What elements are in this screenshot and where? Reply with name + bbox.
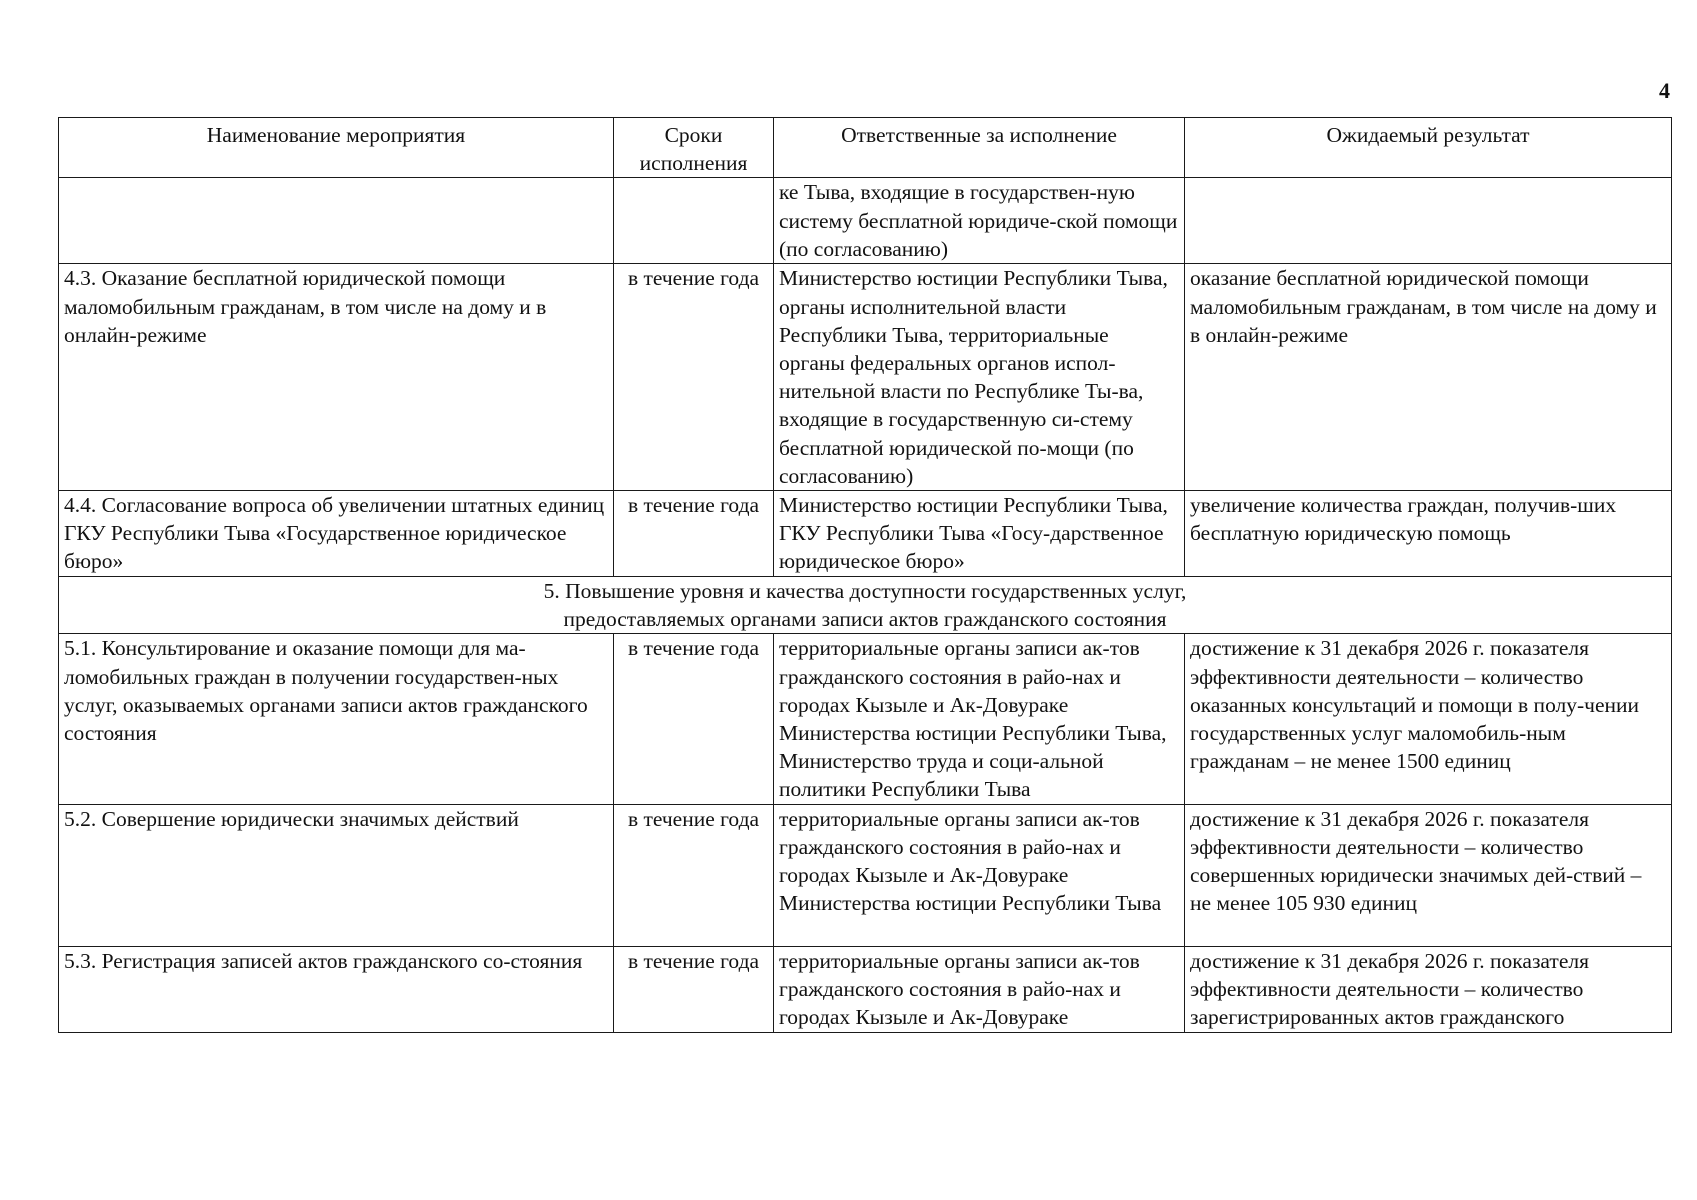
- cell-activity: [59, 178, 614, 264]
- section-title-line-1: 5. Повышение уровня и качества доступности государственных услуг,: [543, 579, 1187, 604]
- cell-responsible: территориальные органы записи ак-тов гражданского состояния в райо-нах и городах Кызыле и Ак-Довураке Министерства юстиции Республики Тыва: [774, 804, 1185, 946]
- cell-result: оказание бесплатной юридической помощи маломобильным гражданам, в том числе на дому и в онлайн-режиме: [1185, 264, 1672, 491]
- page-number: 4: [1659, 78, 1670, 103]
- cell-deadline: в течение года: [614, 491, 774, 577]
- cell-result: достижение к 31 декабря 2026 г. показателя эффективности деятельности – количество оказанных консультаций и помощи в полу-чении государственных услуг маломобиль-ным гражданам – не менее 1500 единиц: [1185, 634, 1672, 804]
- cell-result: достижение к 31 декабря 2026 г. показателя эффективности деятельности – количество зарегистрированных актов гражданского: [1185, 946, 1672, 1032]
- cell-result: увеличение количества граждан, получив-ших бесплатную юридическую помощь: [1185, 491, 1672, 577]
- header-result: Ожидаемый результат: [1185, 118, 1672, 178]
- section-header-row: [59, 577, 1672, 634]
- table-row: [59, 264, 1672, 491]
- cell-activity: 5.3. Регистрация записей актов гражданского со-стояния: [59, 946, 614, 1032]
- cell-responsible: Министерство юстиции Республики Тыва, ГКУ Республики Тыва «Госу-дарственное юридическое бюро»: [774, 491, 1185, 577]
- cell-deadline: [614, 178, 774, 264]
- cell-deadline: в течение года: [614, 264, 774, 491]
- cell-activity: 5.1. Консультирование и оказание помощи для ма-ломобильных граждан в получении государствен-ных услуг, оказываемых органами записи актов гражданского состояния: [59, 634, 614, 804]
- table-row: [59, 946, 1672, 1032]
- cell-responsible: Министерство юстиции Республики Тыва, органы исполнительной власти Республики Тыва, территориальные органы федеральных органов испол-нительной власти по Республике Ты-ва, входящие в государственную си-стему бесплатной юридической по-мощи (по согласованию): [774, 264, 1185, 491]
- header-responsible: Ответственные за исполнение: [774, 118, 1185, 178]
- header-activity: Наименование мероприятия: [59, 118, 614, 178]
- cell-deadline: в течение года: [614, 804, 774, 946]
- cell-result: [1185, 178, 1672, 264]
- table-row: [59, 178, 1672, 264]
- cell-result: достижение к 31 декабря 2026 г. показателя эффективности деятельности – количество совершенных юридически значимых дей-ствий – не менее 105 930 единиц: [1185, 804, 1672, 946]
- table-header-row: [59, 118, 1672, 178]
- table-row: [59, 634, 1672, 804]
- cell-activity: 4.3. Оказание бесплатной юридической помощи маломобильным гражданам, в том числе на дому и в онлайн-режиме: [59, 264, 614, 491]
- cell-activity: 5.2. Совершение юридически значимых действий: [59, 804, 614, 946]
- cell-activity: 4.4. Согласование вопроса об увеличении штатных единиц ГКУ Республики Тыва «Государственное юридическое бюро»: [59, 491, 614, 577]
- section-title-line-2: предоставляемых органами записи актов гражданского состояния: [563, 607, 1167, 632]
- table-row: [59, 491, 1672, 577]
- cell-responsible: ке Тыва, входящие в государствен-ную систему бесплатной юридиче-ской помощи (по согласованию): [774, 178, 1185, 264]
- action-plan-table: [58, 117, 1672, 1033]
- cell-deadline: в течение года: [614, 946, 774, 1032]
- table-row: [59, 804, 1672, 946]
- cell-responsible: территориальные органы записи ак-тов гражданского состояния в райо-нах и городах Кызыле и Ак-Довураке: [774, 946, 1185, 1032]
- section-title: [59, 577, 1672, 634]
- header-deadline: Сроки исполнения: [614, 118, 774, 178]
- cell-deadline: в течение года: [614, 634, 774, 804]
- cell-responsible: территориальные органы записи ак-тов гражданского состояния в райо-нах и городах Кызыле и Ак-Довураке Министерства юстиции Республики Тыва, Министерство труда и соци-альной политики Республики Тыва: [774, 634, 1185, 804]
